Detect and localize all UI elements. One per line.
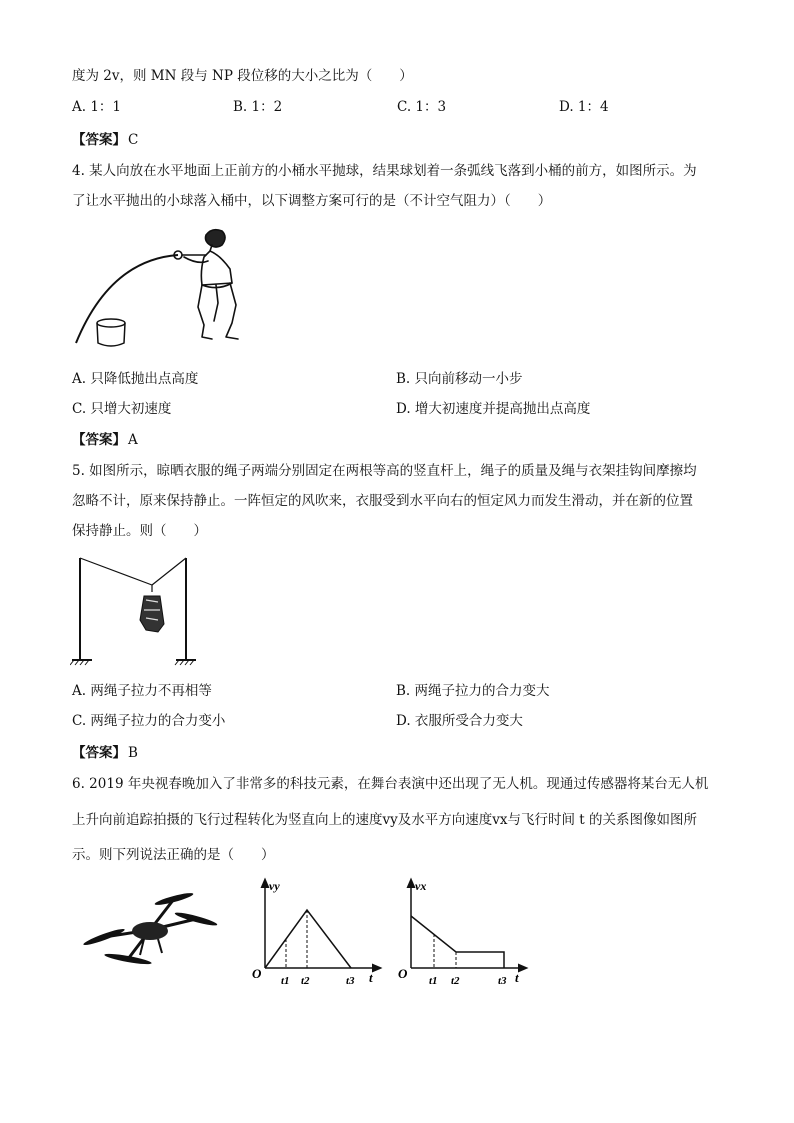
q3-text: 度为 2v，则 MN 段与 NP 段位移的大小之比为（ ） [72,68,413,84]
rope-right [152,558,186,585]
tick-t2: t2 [451,975,460,987]
graph-vy-t [250,876,390,992]
q6-line-1: 6. 2019 年央视春晚加入了非常多的科技元素，在舞台表演中还出现了无人机。现通过传感器将某台无人机 [72,776,709,792]
x-axis-label: t [369,970,373,985]
tick-t1: t1 [281,975,290,987]
tick-t1: t1 [429,975,438,987]
q5-option-d: D. 衣服所受合力变大 [396,713,523,729]
q3-option-c: C. 1：3 [397,99,447,115]
figure-clothesline [70,552,200,670]
q5-line-3: 保持静止。则（ ） [72,523,207,539]
q5-answer [72,743,138,763]
q3-option-a: A. 1：1 [72,99,122,115]
q4-line-2: 了让水平抛出的小球落入桶中，以下调整方案可行的是（不计空气阻力）（ ） [72,193,552,209]
y-axis-label: vy [269,879,280,893]
q4-option-a: A. 只降低抛出点高度 [72,371,199,387]
q5-option-a: A. 两绳子拉力不再相等 [72,683,212,699]
landing-gear [140,939,162,955]
answer-label: 【答案】 [72,432,126,448]
origin-label: O [398,966,408,981]
answer-value: A [128,432,138,448]
q3-answer [72,130,138,150]
q4-line-1: 4. 某人向放在水平地面上正前方的小桶水平抛球，结果球划着一条弧线飞落到小桶的前方，如图所示。为 [72,163,697,179]
vy-line [265,910,351,968]
drone-body [132,922,168,940]
bucket [97,319,125,346]
tick-t3: t3 [498,975,507,987]
answer-value: B [128,745,138,761]
trajectory-arc [76,255,178,343]
rope-left [80,558,152,585]
q4-answer [72,430,138,450]
q4-option-d: D. 增大初速度并提高抛出点高度 [396,401,591,417]
q3-option-d: D. 1：4 [559,99,609,115]
q6-line-3: 示。则下列说法正确的是（ ） [72,847,275,863]
q5-option-c: C. 两绳子拉力的合力变小 [72,713,226,729]
hanging-clothes [140,585,164,632]
q6-line-2: 上升向前追踪拍摄的飞行过程转化为竖直向上的速度vy及水平方向速度vx与飞行时间 t 的关系图像如图所 [72,812,697,828]
q5-line-2: 忽略不计，原来保持静止。一阵恒定的风吹来，衣服受到水平向右的恒定风力而发生滑动，并在新的位置 [72,493,693,509]
q5-line-1: 5. 如图所示，晾晒衣服的绳子两端分别固定在两根等高的竖直杆上，绳子的质量及绳与衣架挂钩间摩擦均 [72,463,697,479]
tick-t3: t3 [346,975,355,987]
person-figure [174,230,238,339]
graph-vx-t [396,876,536,992]
q3-option-b: B. 1：2 [233,99,283,115]
origin-label: O [252,966,262,981]
tick-t2: t2 [301,975,310,987]
answer-label: 【答案】 [72,132,126,148]
figure-drone [70,885,230,980]
vx-line [411,916,504,968]
q4-option-b: B. 只向前移动一小步 [396,371,523,387]
q4-option-c: C. 只增大初速度 [72,401,172,417]
y-axis-label: vx [415,879,427,893]
answer-value: C [128,132,139,148]
x-axis-label: t [515,970,519,985]
figure-ball-throw [70,225,250,355]
answer-label: 【答案】 [72,745,126,761]
q5-option-b: B. 两绳子拉力的合力变大 [396,683,550,699]
